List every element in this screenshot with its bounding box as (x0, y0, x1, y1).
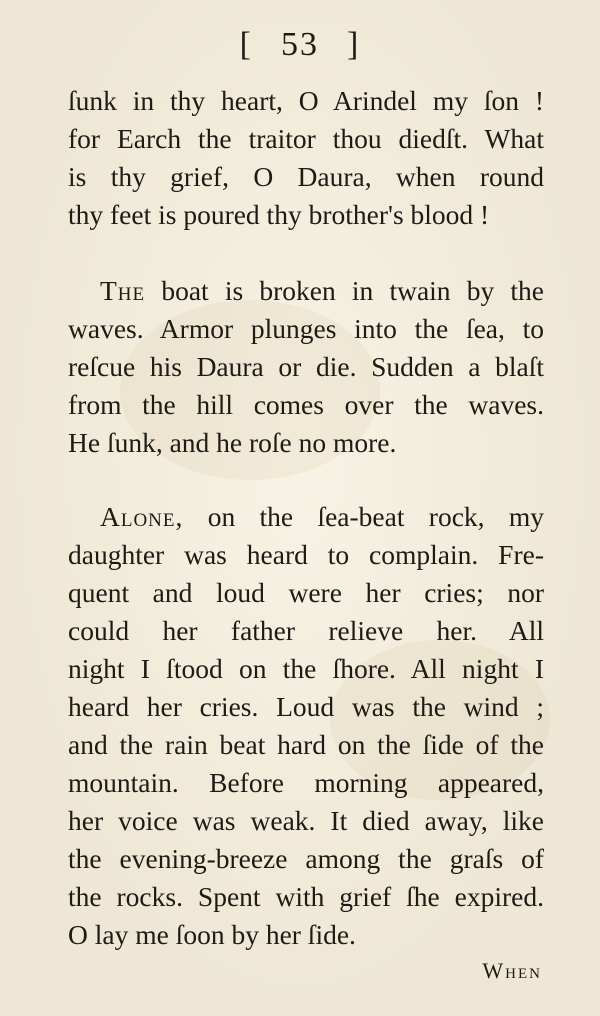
paragraph-opening-word: Alone, (100, 501, 184, 532)
text-line: from the hill comes over the waves. (68, 389, 544, 420)
text-line: heard her cries. Loud was the wind ; (68, 691, 544, 722)
text-line: and the rain beat hard on the ſide of the (68, 729, 544, 760)
text-line: is thy grief, O Daura, when round (68, 161, 544, 192)
page-number: 53 (281, 26, 319, 63)
text-line: O lay me ſoon by her ſide. (68, 919, 356, 950)
right-bracket: ] (347, 26, 361, 63)
text-line: for Earch the traitor thou diedſt. What (68, 123, 544, 154)
text-line: her voice was weak. It died away, like (68, 805, 544, 836)
text-line: daughter was heard to complain. Fre- (68, 539, 544, 570)
text-run: boat is broken in twain by the (145, 275, 544, 306)
paragraph-3 (68, 498, 544, 954)
text-line: night I ſtood on the ſhore. All night I (68, 653, 544, 684)
text-line (68, 498, 544, 536)
text-line: ſunk in thy heart, O Arindel my ſon ! (68, 85, 544, 116)
left-bracket: [ (239, 26, 253, 63)
text-line: He ſunk, and he roſe no more. (68, 427, 397, 458)
text-line: the rocks. Spent with grief ſhe expired. (68, 881, 544, 912)
paragraph-2 (68, 272, 544, 462)
text-line: the evening-breeze among the graſs of (68, 843, 544, 874)
text-line: mountain. Before morning appeared, (68, 767, 544, 798)
text-line: thy feet is poured thy brother's blood ! (68, 199, 490, 230)
paragraph-opening-word: The (100, 275, 146, 306)
text-line: quent and loud were her cries; nor (68, 577, 544, 608)
text-line: could her father relieve her. All (68, 615, 544, 646)
text-line: waves. Armor plunges into the ſea, to (68, 313, 544, 344)
paragraph-1 (68, 82, 544, 234)
text-run: on the ſea-beat rock, my (183, 501, 544, 532)
text-line: reſcue his Daura or die. Sudden a blaſt (68, 351, 544, 382)
text-line (68, 272, 544, 310)
catchword: When (482, 958, 542, 983)
page-header (0, 26, 600, 64)
